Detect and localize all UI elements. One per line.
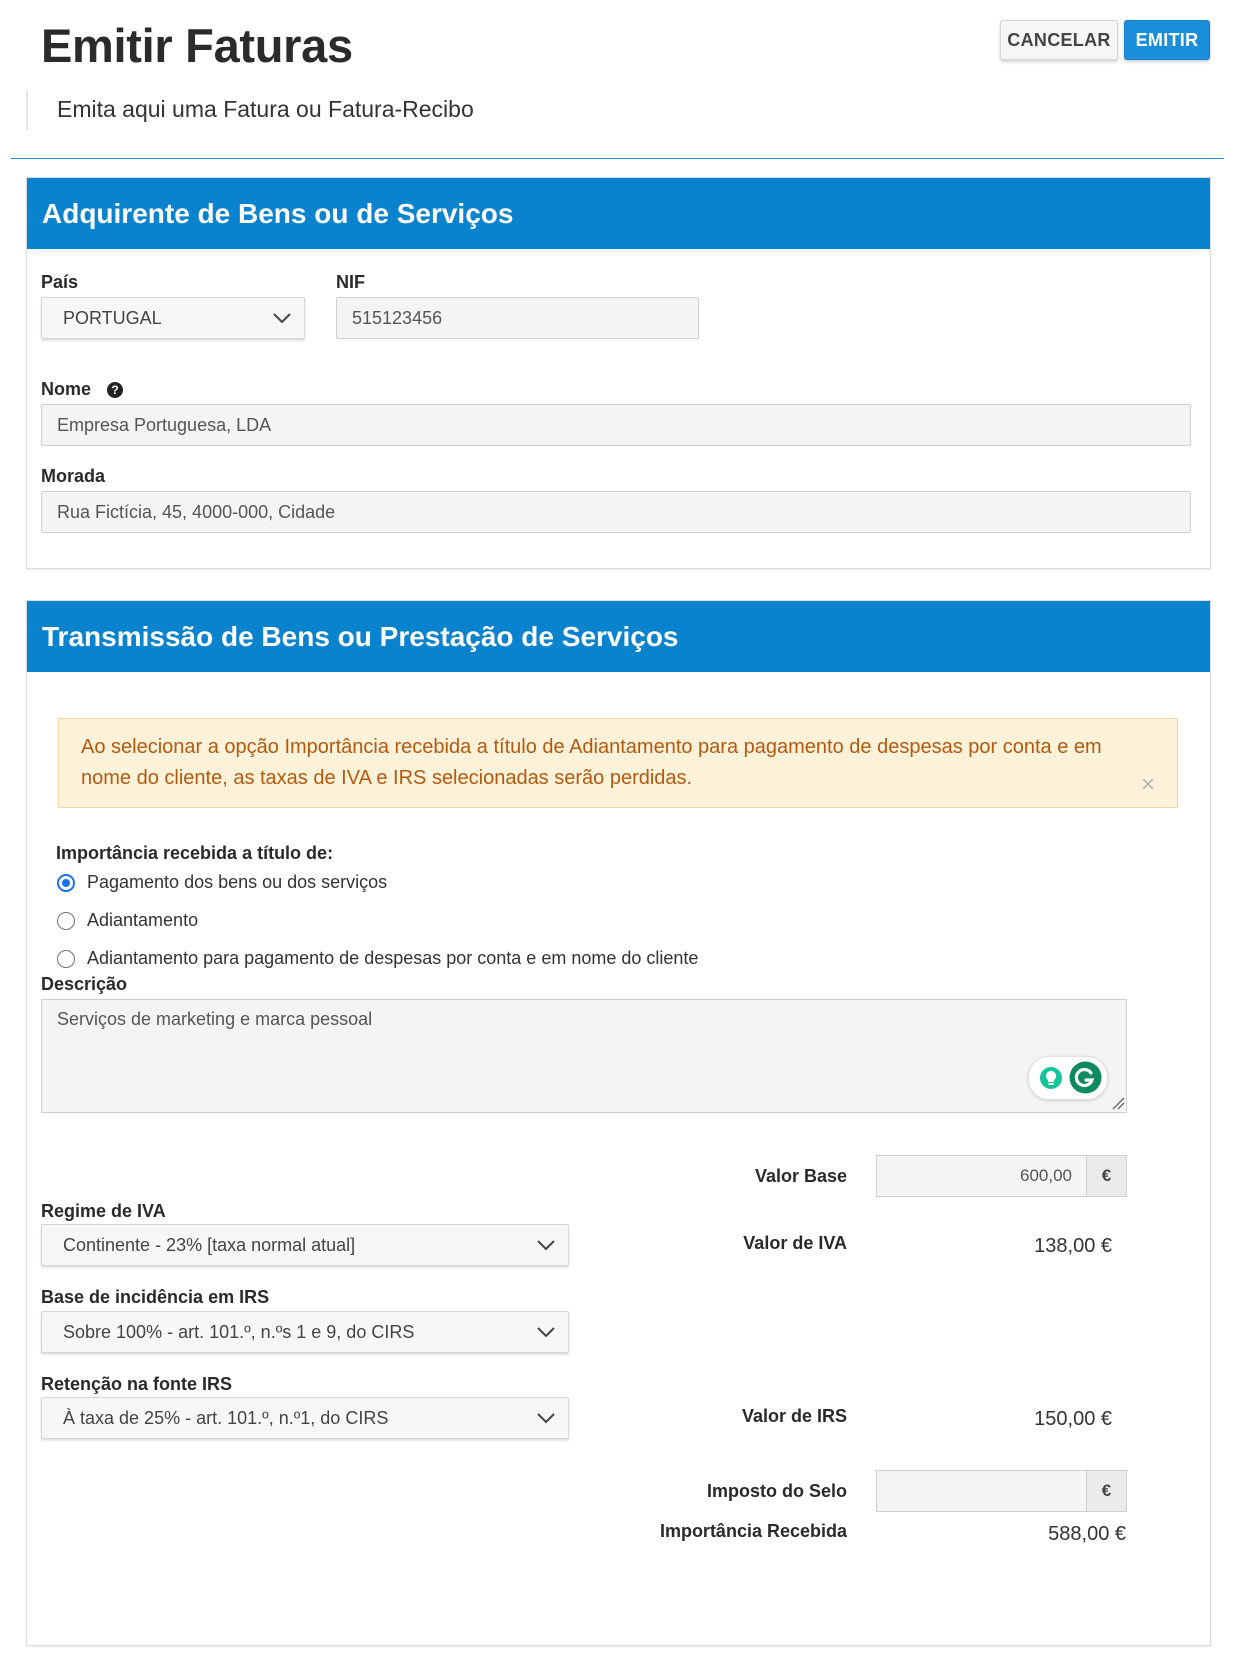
stamp-tax-currency: € <box>1087 1470 1127 1512</box>
address-label: Morada <box>41 466 106 486</box>
description-label: Descrição <box>41 974 128 994</box>
base-value-label: Valor Base <box>754 1166 847 1186</box>
radio-advance-expenses-label: Adiantamento para pagamento de despesas por conta e em nome do cliente <box>87 948 699 968</box>
header-divider <box>11 158 1224 159</box>
acquirer-panel <box>26 177 1211 569</box>
stamp-tax-input[interactable] <box>876 1470 1087 1512</box>
country-label: País <box>41 272 79 292</box>
close-icon[interactable]: × <box>1140 771 1155 798</box>
description-textarea[interactable]: Serviços de marketing e marca pessoal <box>41 999 1127 1113</box>
received-label: Importância recebida a título de: <box>56 843 334 863</box>
name-label: Nome <box>41 379 92 399</box>
irs-base-select[interactable] <box>41 1311 569 1353</box>
acquirer-panel-heading: Adquirente de Bens ou de Serviços <box>27 178 1210 249</box>
transmission-panel <box>26 600 1211 1646</box>
address-input[interactable]: Rua Fictícia, 45, 4000-000, Cidade <box>41 491 1191 533</box>
nif-input[interactable]: 515123456 <box>336 297 699 339</box>
lightbulb-icon <box>1039 1066 1063 1090</box>
irs-withholding-label: Retenção na fonte IRS <box>41 1374 233 1394</box>
radio-payment-label: Pagamento dos bens ou dos serviços <box>87 872 388 892</box>
chevron-down-icon <box>536 1326 556 1338</box>
irs-withholding-value: À taxa de 25% - art. 101.º, n.º1, do CIRS <box>63 1407 389 1428</box>
vat-regime-select[interactable] <box>41 1224 569 1266</box>
vat-regime-value: Continente - 23% [taxa normal atual] <box>63 1234 356 1255</box>
nif-label: NIF <box>336 272 365 292</box>
warning-alert-text: Ao selecionar a opção Importância recebida a título de Adiantamento para pagamento de despesas por conta e em nome do cliente, as taxas de IVA e IRS selecionadas serão perdidas. <box>81 736 1102 789</box>
stamp-tax-label: Imposto do Selo <box>706 1481 847 1501</box>
base-value-currency: € <box>1087 1155 1127 1197</box>
radio-advance-expenses[interactable] <box>57 950 75 968</box>
help-circle-icon[interactable]: ? <box>107 382 123 398</box>
page-title: Emitir Faturas <box>41 19 353 72</box>
irs-base-value: Sobre 100% - art. 101.º, n.ºs 1 e 9, do CIRS <box>63 1321 415 1342</box>
grammarly-icon <box>1069 1061 1102 1094</box>
base-value-input[interactable]: 600,00 <box>876 1155 1087 1197</box>
irs-base-label: Base de incidência em IRS <box>41 1287 270 1307</box>
received-amount-label: Importância Recebida <box>659 1521 847 1541</box>
chevron-down-icon <box>272 312 292 324</box>
country-select[interactable] <box>41 297 305 339</box>
received-amount-value: 588,00 € <box>1048 1523 1126 1545</box>
irs-value: 150,00 € <box>1034 1408 1112 1430</box>
cancel-button[interactable]: CANCELAR <box>1000 20 1118 60</box>
country-select-value: PORTUGAL <box>63 307 162 328</box>
warning-alert <box>58 718 1178 808</box>
vat-value-label: Valor de IVA <box>743 1233 847 1253</box>
name-input[interactable]: Empresa Portuguesa, LDA <box>41 404 1191 446</box>
grammarly-widget[interactable] <box>1028 1056 1108 1100</box>
emit-button[interactable]: EMITIR <box>1124 20 1210 60</box>
resize-handle-icon[interactable] <box>1111 1096 1125 1110</box>
irs-value-label: Valor de IRS <box>741 1406 847 1426</box>
vat-regime-label: Regime de IVA <box>41 1201 166 1221</box>
page-subtitle: Emita aqui uma Fatura ou Fatura-Recibo <box>57 96 474 122</box>
radio-advance[interactable] <box>57 912 75 930</box>
subtitle-accent-bar <box>26 90 28 130</box>
radio-payment[interactable] <box>57 874 75 892</box>
radio-advance-label: Adiantamento <box>87 910 199 930</box>
transmission-panel-heading: Transmissão de Bens ou Prestação de Serviços <box>27 601 1210 672</box>
vat-value: 138,00 € <box>1034 1235 1112 1257</box>
irs-withholding-select[interactable] <box>41 1397 569 1439</box>
